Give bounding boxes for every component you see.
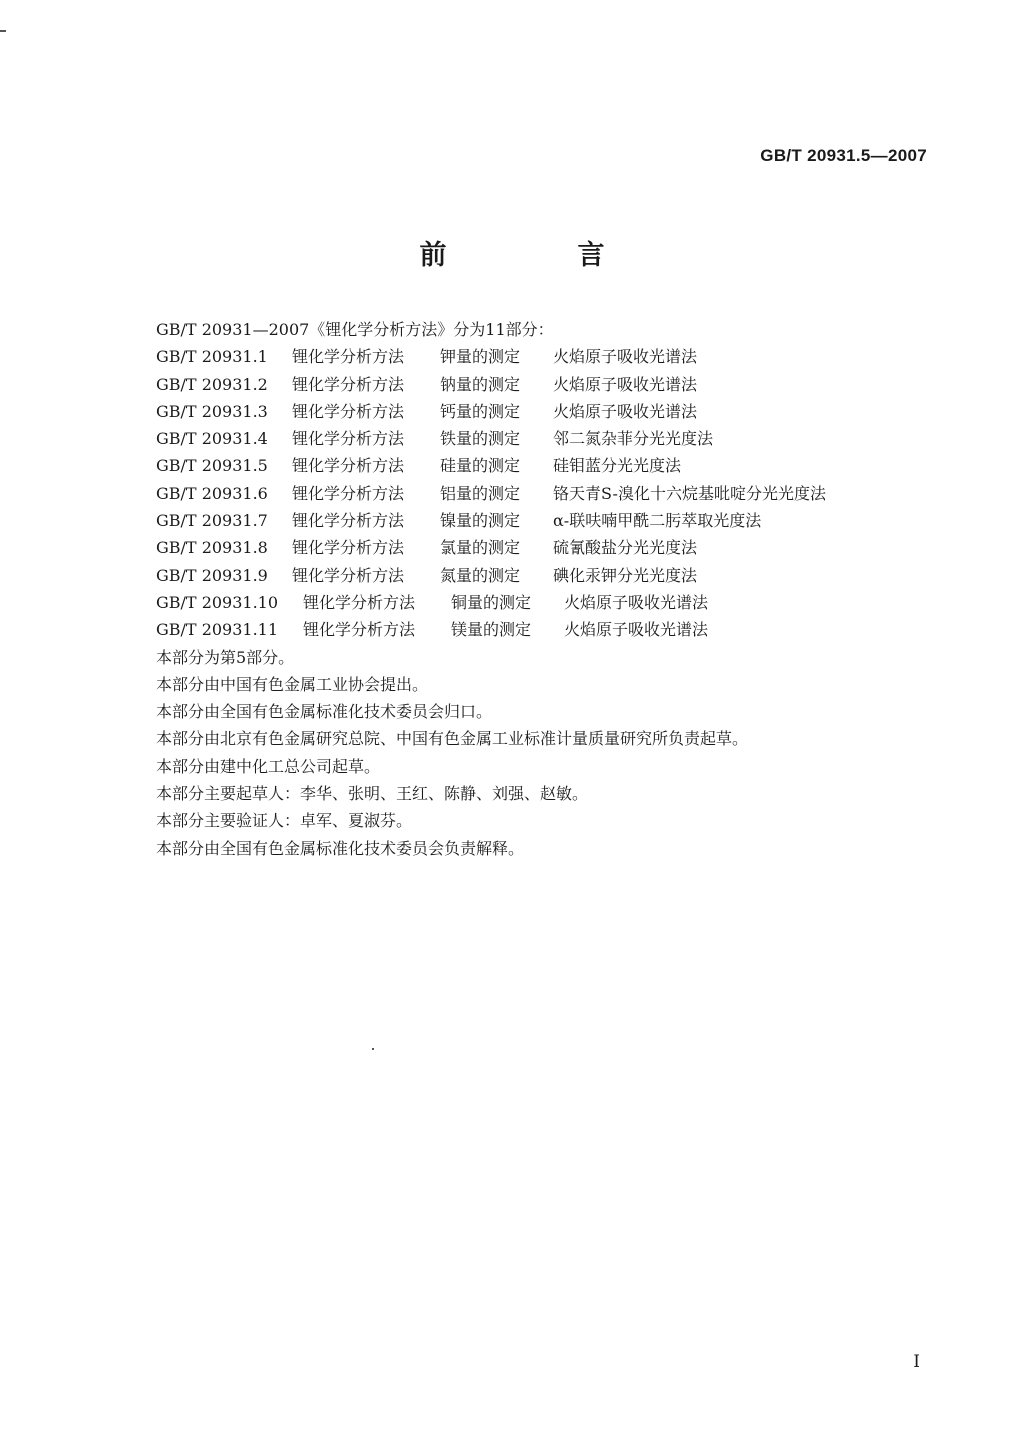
part-method: 火焰原子吸收光谱法 bbox=[564, 620, 709, 640]
part-method: 邻二氮杂菲分光光度法 bbox=[553, 429, 714, 449]
part-code: GB/T 20931.5 bbox=[156, 456, 268, 476]
part-item: 钙量的测定 bbox=[440, 401, 521, 421]
part-method: 硅钼蓝分光光度法 bbox=[553, 456, 682, 476]
statement-line: 本部分由北京有色金属研究总院、中国有色金属工业标准计量质量研究所负责起草。 bbox=[156, 729, 749, 749]
part-item: 铁量的测定 bbox=[440, 429, 521, 449]
part-code: GB/T 20931.6 bbox=[156, 483, 268, 503]
part-series: 锂化学分析方法 bbox=[292, 429, 405, 449]
part-series: 锂化学分析方法 bbox=[292, 374, 405, 394]
part-code: GB/T 20931.9 bbox=[156, 565, 268, 585]
part-code: GB/T 20931.2 bbox=[156, 374, 268, 394]
statement-line: 本部分由全国有色金属标准化技术委员会负责解释。 bbox=[156, 838, 525, 858]
statement-line: 本部分由全国有色金属标准化技术委员会归口。 bbox=[156, 702, 493, 722]
part-method: 火焰原子吸收光谱法 bbox=[564, 592, 709, 612]
part-row bbox=[156, 562, 916, 589]
part-item: 氯量的测定 bbox=[440, 538, 521, 558]
statement-line: 本部分由建中化工总公司起草。 bbox=[156, 756, 381, 776]
part-row bbox=[156, 534, 916, 561]
part-series: 锂化学分析方法 bbox=[292, 401, 405, 421]
part-series: 锂化学分析方法 bbox=[303, 620, 416, 640]
page-number: I bbox=[913, 1352, 920, 1372]
part-code: GB/T 20931.11 bbox=[156, 620, 279, 640]
part-row bbox=[156, 452, 916, 479]
part-code: GB/T 20931.8 bbox=[156, 538, 268, 558]
part-item: 硅量的测定 bbox=[440, 456, 521, 476]
part-series: 锂化学分析方法 bbox=[292, 347, 405, 367]
part-item: 氮量的测定 bbox=[440, 565, 521, 585]
part-method: 硫氰酸盐分光光度法 bbox=[553, 538, 698, 558]
part-method: α-联呋喃甲酰二肟萃取光度法 bbox=[553, 511, 762, 531]
part-method: 火焰原子吸收光谱法 bbox=[553, 347, 698, 367]
scan-dot bbox=[372, 1048, 374, 1050]
part-item: 铜量的测定 bbox=[451, 592, 532, 612]
part-item: 钾量的测定 bbox=[440, 347, 521, 367]
part-code: GB/T 20931.7 bbox=[156, 511, 268, 531]
part-series: 锂化学分析方法 bbox=[292, 565, 405, 585]
part-row bbox=[156, 480, 916, 507]
part-item: 钠量的测定 bbox=[440, 374, 521, 394]
standard-code: GB/T 20931.5—2007 bbox=[760, 146, 927, 165]
statement-line: 本部分主要验证人：卓军、夏淑芬。 bbox=[156, 811, 413, 831]
part-row bbox=[156, 343, 916, 370]
part-code: GB/T 20931.3 bbox=[156, 401, 268, 421]
statement-line: 本部分由中国有色金属工业协会提出。 bbox=[156, 674, 429, 694]
part-code: GB/T 20931.10 bbox=[156, 592, 279, 612]
part-row bbox=[156, 507, 916, 534]
part-row bbox=[156, 371, 916, 398]
preface-body bbox=[156, 316, 916, 862]
part-item: 镁量的测定 bbox=[451, 620, 532, 640]
page-title: 前 言 bbox=[419, 240, 657, 271]
part-code: GB/T 20931.1 bbox=[156, 347, 268, 367]
part-series: 锂化学分析方法 bbox=[292, 511, 405, 531]
part-series: 锂化学分析方法 bbox=[292, 456, 405, 476]
part-method: 火焰原子吸收光谱法 bbox=[553, 401, 698, 421]
part-method: 火焰原子吸收光谱法 bbox=[553, 374, 698, 394]
part-row bbox=[156, 589, 916, 616]
part-series: 锂化学分析方法 bbox=[303, 592, 416, 612]
statement-line: 本部分为第5部分。 bbox=[156, 647, 295, 667]
part-series: 锂化学分析方法 bbox=[292, 483, 405, 503]
intro-line: GB/T 20931—2007《锂化学分析方法》分为11部分： bbox=[156, 320, 554, 339]
part-row bbox=[156, 616, 916, 643]
part-item: 镍量的测定 bbox=[440, 511, 521, 531]
part-method: 碘化汞钾分光光度法 bbox=[553, 565, 698, 585]
part-item: 铝量的测定 bbox=[440, 483, 521, 503]
statement-line: 本部分主要起草人：李华、张明、王红、陈静、刘强、赵敏。 bbox=[156, 784, 589, 804]
part-row bbox=[156, 398, 916, 425]
part-series: 锂化学分析方法 bbox=[292, 538, 405, 558]
part-code: GB/T 20931.4 bbox=[156, 429, 268, 449]
part-row bbox=[156, 425, 916, 452]
scan-mark bbox=[0, 30, 6, 32]
part-method: 铬天青S-溴化十六烷基吡啶分光光度法 bbox=[553, 483, 826, 503]
